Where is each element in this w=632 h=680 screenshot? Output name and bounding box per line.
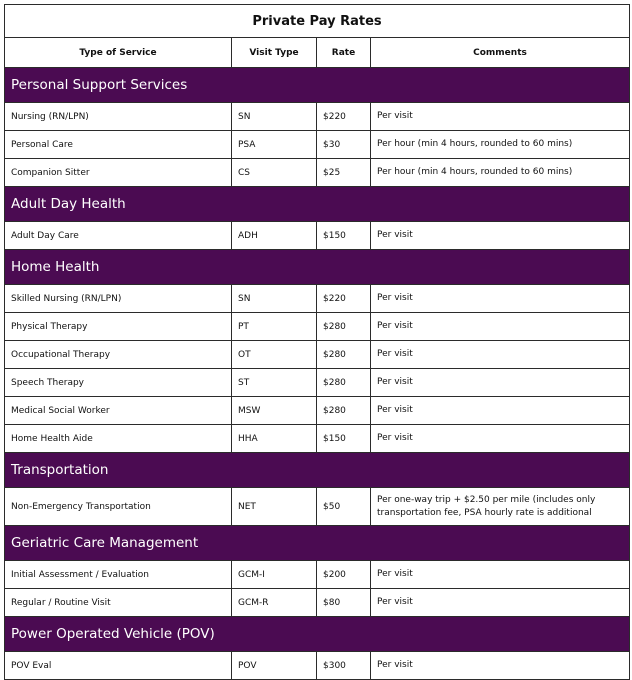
section-header-row (5, 617, 630, 652)
comment-cell: Per hour (min 4 hours, rounded to 60 mins) (371, 159, 630, 187)
service-cell: Adult Day Care (5, 222, 232, 250)
service-cell: Occupational Therapy (5, 341, 232, 369)
service-cell: POV Eval (5, 652, 232, 680)
table-row (5, 397, 630, 425)
section-title: Personal Support Services (5, 68, 630, 103)
rate-cell: $80 (317, 589, 371, 617)
table-row (5, 652, 630, 680)
table-row (5, 285, 630, 313)
table-row (5, 313, 630, 341)
service-cell: Speech Therapy (5, 369, 232, 397)
service-cell: Companion Sitter (5, 159, 232, 187)
rate-cell: $25 (317, 159, 371, 187)
section-title: Home Health (5, 250, 630, 285)
section-header-row (5, 453, 630, 488)
visit-type-cell: MSW (232, 397, 317, 425)
visit-type-cell: PSA (232, 131, 317, 159)
header-row (5, 38, 630, 68)
visit-type-cell: SN (232, 103, 317, 131)
column-header-service: Type of Service (5, 38, 232, 68)
service-cell: Personal Care (5, 131, 232, 159)
comment-cell: Per visit (371, 425, 630, 453)
section-header-row (5, 68, 630, 103)
rate-cell: $280 (317, 397, 371, 425)
rate-cell: $50 (317, 488, 371, 526)
comment-cell: Per visit (371, 341, 630, 369)
visit-type-cell: GCM-R (232, 589, 317, 617)
column-header-comments: Comments (371, 38, 630, 68)
table-row (5, 159, 630, 187)
section-header-row (5, 250, 630, 285)
visit-type-cell: GCM-I (232, 561, 317, 589)
rate-cell: $150 (317, 425, 371, 453)
comment-cell: Per visit (371, 103, 630, 131)
comment-cell: Per one-way trip + $2.50 per mile (includes only transportation fee, PSA hourly rate is additional (371, 488, 630, 526)
section-header-row (5, 526, 630, 561)
section-title: Adult Day Health (5, 187, 630, 222)
rate-cell: $200 (317, 561, 371, 589)
comment-cell: Per visit (371, 561, 630, 589)
service-cell: Nursing (RN/LPN) (5, 103, 232, 131)
visit-type-cell: OT (232, 341, 317, 369)
service-cell: Regular / Routine Visit (5, 589, 232, 617)
table-row (5, 131, 630, 159)
service-cell: Medical Social Worker (5, 397, 232, 425)
visit-type-cell: POV (232, 652, 317, 680)
comment-cell: Per visit (371, 652, 630, 680)
rate-cell: $280 (317, 369, 371, 397)
rate-cell: $220 (317, 285, 371, 313)
comment-cell: Per visit (371, 285, 630, 313)
table-row (5, 425, 630, 453)
rates-sheet (4, 4, 629, 680)
section-title: Geriatric Care Management (5, 526, 630, 561)
table-row (5, 103, 630, 131)
column-header-rate: Rate (317, 38, 371, 68)
comment-cell: Per hour (min 4 hours, rounded to 60 mins) (371, 131, 630, 159)
comment-cell: Per visit (371, 222, 630, 250)
service-cell: Initial Assessment / Evaluation (5, 561, 232, 589)
service-cell: Physical Therapy (5, 313, 232, 341)
section-title: Power Operated Vehicle (POV) (5, 617, 630, 652)
rates-table (4, 4, 630, 680)
visit-type-cell: ST (232, 369, 317, 397)
column-header-visit-type: Visit Type (232, 38, 317, 68)
visit-type-cell: ADH (232, 222, 317, 250)
comment-cell: Per visit (371, 313, 630, 341)
title-row (5, 5, 630, 38)
section-title: Transportation (5, 453, 630, 488)
rate-cell: $150 (317, 222, 371, 250)
table-title: Private Pay Rates (5, 5, 630, 38)
rate-cell: $280 (317, 313, 371, 341)
service-cell: Skilled Nursing (RN/LPN) (5, 285, 232, 313)
visit-type-cell: PT (232, 313, 317, 341)
rate-cell: $220 (317, 103, 371, 131)
service-cell: Home Health Aide (5, 425, 232, 453)
comment-cell: Per visit (371, 369, 630, 397)
table-row (5, 341, 630, 369)
table-row (5, 488, 630, 526)
rate-cell: $280 (317, 341, 371, 369)
table-row (5, 222, 630, 250)
table-row (5, 369, 630, 397)
section-header-row (5, 187, 630, 222)
comment-cell: Per visit (371, 589, 630, 617)
visit-type-cell: NET (232, 488, 317, 526)
table-row (5, 589, 630, 617)
visit-type-cell: SN (232, 285, 317, 313)
rate-cell: $300 (317, 652, 371, 680)
table-row (5, 561, 630, 589)
service-cell: Non-Emergency Transportation (5, 488, 232, 526)
visit-type-cell: HHA (232, 425, 317, 453)
comment-cell: Per visit (371, 397, 630, 425)
visit-type-cell: CS (232, 159, 317, 187)
rate-cell: $30 (317, 131, 371, 159)
